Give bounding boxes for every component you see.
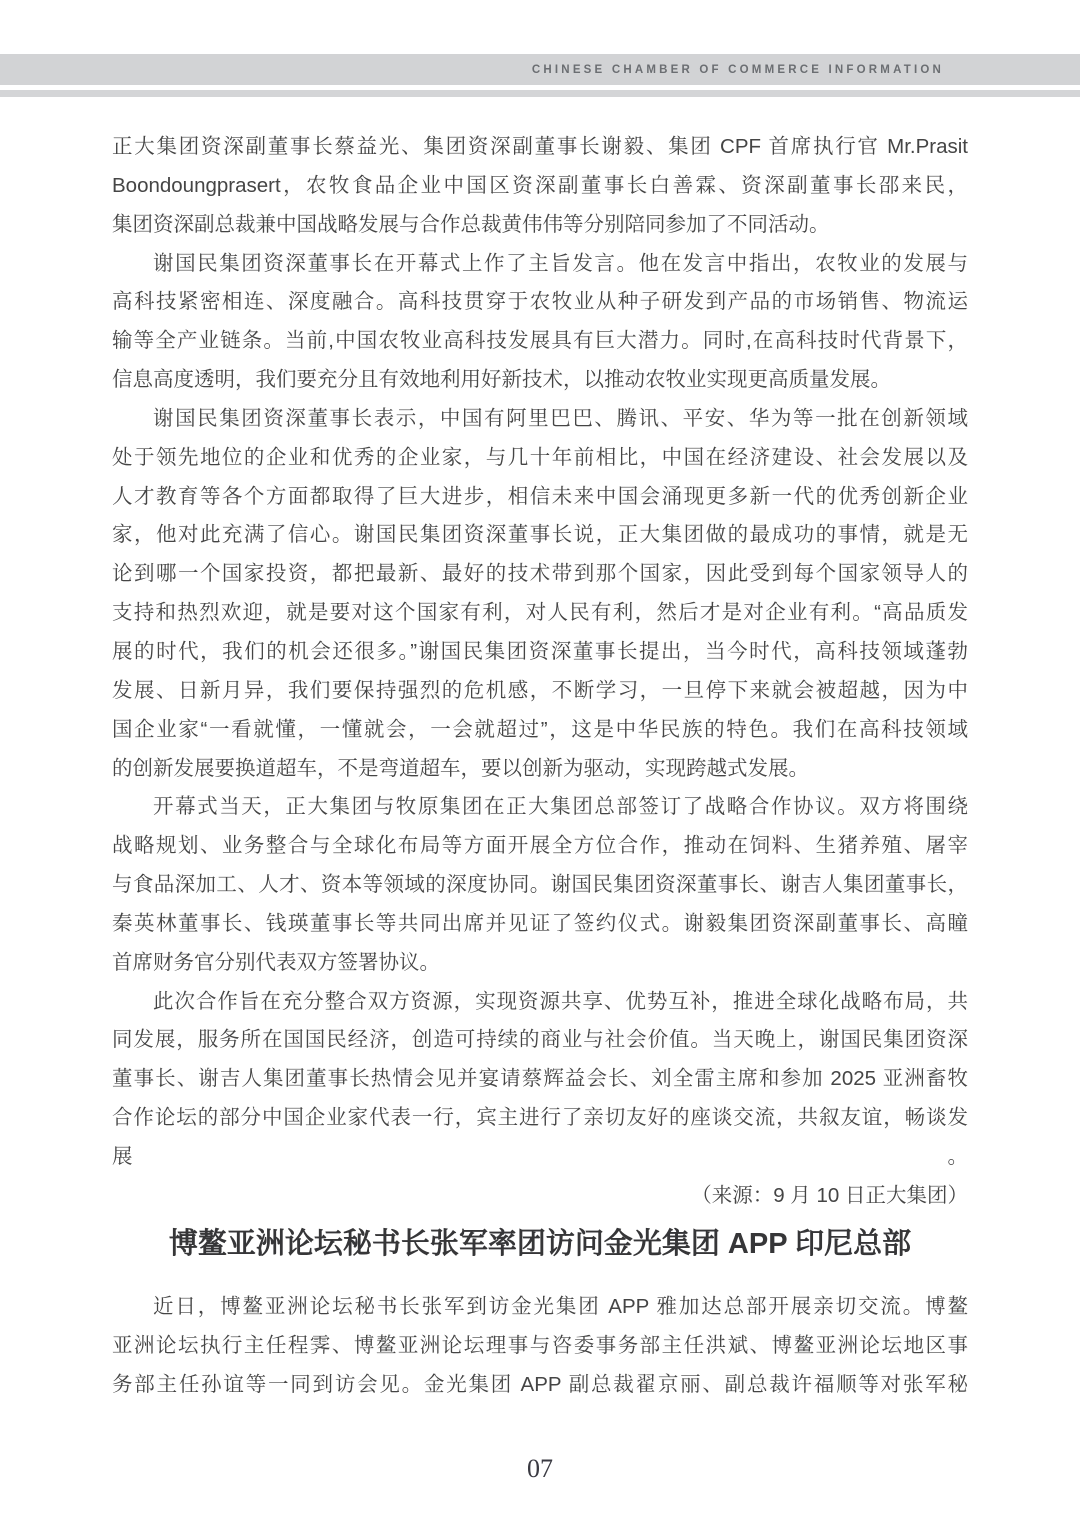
text-line: 支持和热烈欢迎，就是要对这个国家有利，对人民有利，然后才是对企业有利。“高品质发 [112, 601, 968, 625]
text-line: 与食品深加工、人才、资本等领域的深度协同。谢国民集团资深董事长、谢吉人集团董事长， [112, 873, 968, 897]
text-line: 正大集团资深副董事长蔡益光、集团资深副董事长谢毅、集团 CPF 首席执行官 Mr.Prasit [112, 135, 968, 158]
text-line: 的创新发展要换道超车，不是弯道超车，要以创新为驱动，实现跨越式发展。 [112, 756, 809, 780]
text-line: 谢国民集团资深董事长在开幕式上作了主旨发言。他在发言中指出，农牧业的发展与 [153, 251, 968, 275]
header-band [0, 54, 1080, 85]
text-line: 董事长、谢吉人集团董事长热情会见并宴请蔡辉益会长、刘全雷主席和参加 2025 亚洲畜牧 [112, 1067, 968, 1091]
text-line: 合作论坛的部分中国企业家代表一行，宾主进行了亲切友好的座谈交流，共叙友谊，畅谈发展。 [112, 1106, 968, 1168]
text-line: 高科技紧密相连、深度融合。高科技贯穿于农牧业从种子研发到产品的市场销售、物流运 [112, 290, 968, 314]
article-body-zhengda [112, 128, 968, 1216]
text-line: 战略规划、业务整合与全球化布局等方面开展全方位合作，推动在饲料、生猪养殖、屠宰 [112, 834, 968, 858]
article-body-boao [112, 1288, 968, 1405]
text-line: 集团资深副总裁兼中国战略发展与合作总裁黄伟伟等分别陪同参加了不同活动。 [112, 212, 830, 236]
text-line: 谢国民集团资深董事长表示，中国有阿里巴巴、腾讯、平安、华为等一批在创新领域 [153, 406, 968, 430]
text-line: 人才教育等各个方面都取得了巨大进步，相信未来中国会涌现更多新一代的优秀创新企业 [112, 484, 968, 508]
text-line: 近日，博鳌亚洲论坛秘书长张军到访金光集团 APP 雅加达总部开展亲切交流。博鳌 [153, 1295, 968, 1318]
text-line: 秦英林董事长、钱瑛董事长等共同出席并见证了签约仪式。谢毅集团资深副董事长、高瞳 [112, 911, 968, 935]
article-lines-boao [112, 1288, 968, 1405]
page-number: 07 [527, 1454, 553, 1483]
text-line: Boondoungprasert，农牧食品企业中国区资深副董事长白善霖、资深副董事长邵来民， [112, 173, 968, 197]
text-line: 此次合作旨在充分整合双方资源，实现资源共享、优势互补，推进全球化战略布局，共 [153, 989, 968, 1013]
source-line: （来源：9 月 10 日正大集团） [691, 1183, 968, 1207]
text-line: 同发展，服务所在国国民经济，创造可持续的商业与社会价值。当天晚上，谢国民集团资深 [112, 1028, 968, 1052]
text-line: 亚洲论坛执行主任程霁、博鳌亚洲论坛理事与咨委事务部主任洪斌、博鳌亚洲论坛地区事 [112, 1333, 968, 1357]
text-line: 处于领先地位的企业和优秀的企业家，与几十年前相比，中国在经济建设、社会发展以及 [112, 445, 968, 469]
text-line: 输等全产业链条。当前,中国农牧业高科技发展具有巨大潜力。同时,在高科技时代背景下， [112, 329, 968, 353]
text-line: 首席财务官分别代表双方签署协议。 [112, 950, 440, 974]
text-line: 国企业家“一看就懂，一懂就会，一会就超过”，这是中华民族的特色。我们在高科技领域 [112, 717, 968, 741]
header-divider-line [0, 90, 1080, 97]
text-line: 展的时代，我们的机会还很多。”谢国民集团资深董事长提出，当今时代，高科技领域蓬勃 [112, 639, 968, 663]
text-line: 信息高度透明，我们要充分且有效地利用好新技术，以推动农牧业实现更高质量发展。 [112, 368, 891, 392]
article-heading-boao: 博鳌亚洲论坛秘书长张军率团访问金光集团 APP 印尼总部 [168, 1228, 912, 1260]
text-line: 家，他对此充满了信心。谢国民集团资深董事长说，正大集团做的最成功的事情，就是无 [112, 523, 968, 547]
text-line: 务部主任孙谊等一同到访会见。金光集团 APP 副总裁翟京丽、副总裁许福顺等对张军秘 [112, 1372, 968, 1396]
text-line: 开幕式当天，正大集团与牧原集团在正大集团总部签订了战略合作协议。双方将围绕 [153, 795, 968, 819]
article-lines-zhengda [112, 128, 968, 1177]
text-line: 发展、日新月异，我们要保持强烈的危机感，不断学习，一旦停下来就会被超越，因为中 [112, 678, 968, 702]
text-line: 论到哪一个国家投资，都把最新、最好的技术带到那个国家，因此受到每个国家领导人的 [112, 562, 968, 586]
header-banner-title: CHINESE CHAMBER OF COMMERCE INFORMATION [531, 64, 944, 76]
